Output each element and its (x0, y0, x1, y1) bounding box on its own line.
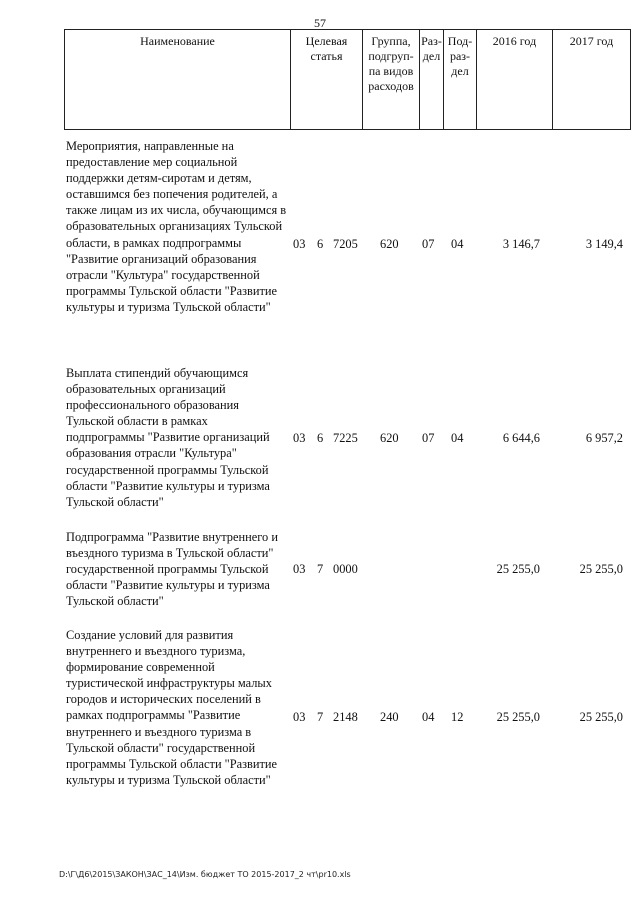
row-3-code-program: 03 (293, 562, 306, 576)
row-3-amount-2017: 25 255,0 (579, 562, 623, 576)
row-3-code-subprogram: 7 (317, 562, 324, 576)
row-4-section: 04 (422, 710, 435, 724)
header-section-line2: дел (422, 49, 441, 63)
header-subsection (443, 29, 476, 130)
row-2-expense-group: 620 (380, 431, 399, 445)
row-3-code-direction: 0000 (333, 562, 358, 576)
row-3-amount-2016: 25 255,0 (496, 562, 540, 576)
header-expense-group-line3: па видов (368, 64, 414, 78)
row-4-code-direction: 2148 (333, 710, 358, 724)
row-2-code-program: 03 (293, 431, 306, 445)
row-1-code-program: 03 (293, 237, 306, 251)
row-4-code-program: 03 (293, 710, 306, 724)
row-1-expense-group: 620 (380, 237, 399, 251)
row-4-amount-2016: 25 255,0 (496, 710, 540, 724)
row-3-name: Подпрограмма "Развитие внутреннего и въездного туризма в Тульской области" государственной программы Тульской области "Развитие культуры и туризма Тульской области" (66, 530, 278, 609)
header-subsection-line3: дел (451, 64, 469, 78)
row-4-subsection: 12 (451, 710, 464, 724)
row-2-amount-2017: 6 957,2 (585, 431, 623, 445)
header-subsection-line2: раз- (449, 49, 471, 63)
row-2-code-subprogram: 6 (317, 431, 324, 445)
header-target-article-line2: статья (310, 49, 343, 63)
row-1-code-direction: 7205 (333, 237, 358, 251)
row-2-code-direction: 7225 (333, 431, 358, 445)
row-2-section: 07 (422, 431, 435, 445)
header-year-2017 (552, 29, 631, 130)
header-subsection-line1: Под- (447, 34, 473, 48)
row-1-section: 07 (422, 237, 435, 251)
row-1-name: Мероприятия, направленные на предоставление мер социальной поддержки детям-сиротам и детям, оставшимся без попечения родителей, а также лицам из их числа, обучающимся в образовательных организациях Тульской области, в рамках подпрограммы "Развитие организаций образования отрасли "Культура" государственной программы Тульской области "Развитие культуры и туризма Тульской области" (66, 139, 287, 314)
page-number: 57 (314, 16, 326, 30)
row-2-subsection: 04 (451, 431, 464, 445)
row-4-amount-2017: 25 255,0 (579, 710, 623, 724)
header-expense-group-line2: подгруп- (368, 49, 414, 63)
header-name (64, 29, 290, 130)
row-2-amount-2016: 6 644,6 (502, 431, 540, 445)
footer-file-path: D:\Г\Д6\2015\ЗАКОН\ЗАС_14\Изм. бюджет ТО 2015-2017_2 чт\pr10.xls (59, 870, 351, 879)
header-year-2016-label: 2016 год (492, 34, 537, 48)
row-1-amount-2016: 3 146,7 (502, 237, 540, 251)
header-expense-group-line1: Группа, (371, 34, 411, 48)
header-expense-group (362, 29, 419, 130)
header-target-article-line1: Целевая (305, 34, 348, 48)
header-year-2017-label: 2017 год (569, 34, 614, 48)
row-1-amount-2017: 3 149,4 (585, 237, 623, 251)
header-name-label: Наименование (140, 34, 215, 48)
row-4-name: Создание условий для развития внутреннего и въездного туризма, формирование современной туристической инфраструктуры малых городов и исторических поселений в рамках подпрограммы "Развитие внутреннего и въездного туризма в Тульской области" государственной программы Тульской области "Развитие культуры и туризма Тульской области" (66, 628, 278, 787)
row-1-code-subprogram: 6 (317, 237, 324, 251)
header-year-2016 (476, 29, 552, 130)
row-1-subsection: 04 (451, 237, 464, 251)
header-section-line1: Раз- (421, 34, 442, 48)
header-expense-group-line4: расходов (368, 79, 414, 93)
row-4-expense-group: 240 (380, 710, 399, 724)
header-target-article (290, 29, 362, 130)
row-4-code-subprogram: 7 (317, 710, 324, 724)
header-section (419, 29, 443, 130)
row-2-name: Выплата стипендий обучающимся образовательных организаций профессионального образования Тульской области в рамках подпрограммы "Развитие организаций образования отрасли "Культура" государственной программы Тульской области "Развитие культуры и туризма Тульской области" (66, 366, 270, 509)
